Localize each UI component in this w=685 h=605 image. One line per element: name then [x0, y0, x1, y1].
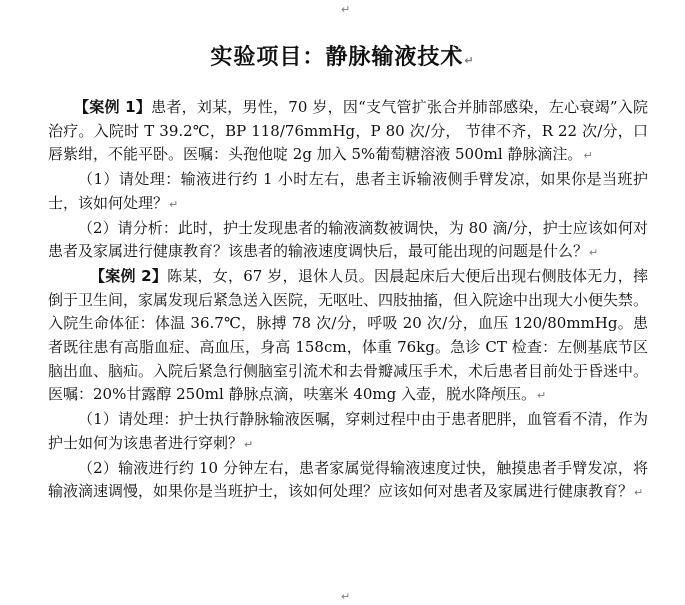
- title-paragraph-mark: ↵: [464, 54, 475, 67]
- page-title: [0, 40, 685, 71]
- case1-label: 【案例 1】: [74, 98, 152, 116]
- case1-q2-paragraph-mark: ↵: [589, 246, 599, 260]
- case2-q2-text: （2）输液进行约 10 分钟左右，患者家属觉得输液速度过快，触摸患者手臂发凉，将输液滴速调慢，如果你是当班护士，该如何处理？应该如何对患者及家属进行健康教育？: [48, 458, 648, 501]
- case1-question-1: [48, 168, 648, 216]
- case2-paragraph-mark: ↵: [536, 389, 547, 403]
- case2-q2-paragraph-mark: ↵: [634, 486, 644, 500]
- case2-q1-paragraph-mark: ↵: [244, 437, 254, 451]
- case2-text: 陈某，女，67 岁，退休人员。因晨起床后大便后出现右侧肢体无力，摔倒于卫生间，家属发现后紧急送入医院，无呕吐、四肢抽搐，但入院途中出现大小便失禁。入院生命体征：体温 36.7℃，脉搏 78 次/分，呼吸 20 次/分，血压 120/80mmHg。患者既往患有高脂血症、高血压，身高 158cm，体重 76kg。急诊 CT 检查：左侧基底节区脑出血、脑疝。入院后紧急行侧脑室引流术和去骨瓣减压手术，术后患者目前处于昏迷中。医嘱：20%甘露醇 250ml 静脉点滴，呋塞米 40mg 入壶，脱水降颅压。: [48, 266, 649, 404]
- case1-q1-text: （1）请处理：输液进行约 1 小时左右，患者主诉输液侧手臂发凉，如果你是当班护士，该如何处理？: [48, 170, 648, 212]
- case1-paragraph: [48, 96, 648, 168]
- top-paragraph-mark: ↵: [341, 3, 351, 16]
- bottom-paragraph-mark: ↵: [341, 590, 351, 603]
- document-body: [48, 96, 648, 505]
- case2-q1-text: （1）请处理：护士执行静脉输液医嘱，穿刺过程中由于患者肥胖，血管看不清，作为护士如何为该患者进行穿刺？: [48, 410, 648, 452]
- case2-question-1: [48, 408, 648, 456]
- case2-label: 【案例 2】: [90, 266, 168, 285]
- case1-text: 患者，刘某，男性，70 岁，因“支气管扩张合并肺部感染，左心衰竭”入院治疗。入院时 T 39.2℃，BP 118/76mmHg，P 80 次/分， 节律不齐，R 22 次/分，口唇紫绀，不能平卧。医嘱：头孢他啶 2g 加入 5%葡萄糖溶液 500ml 静脉滴注。: [48, 98, 648, 164]
- case1-question-2: [48, 217, 648, 265]
- case1-q2-text: （2）请分析：此时，护士发现患者的输液滴数被调快，为 80 滴/分，护士应该如何对患者及家属进行健康教育？该患者的输液速度调快后，最可能出现的问题是什么？: [48, 218, 648, 261]
- page-title-text: 实验项目：静脉输液技术: [210, 45, 464, 70]
- case1-paragraph-mark: ↵: [583, 149, 593, 163]
- case1-q1-paragraph-mark: ↵: [169, 197, 179, 211]
- case2-question-2: [48, 457, 648, 505]
- case2-paragraph: [48, 265, 648, 408]
